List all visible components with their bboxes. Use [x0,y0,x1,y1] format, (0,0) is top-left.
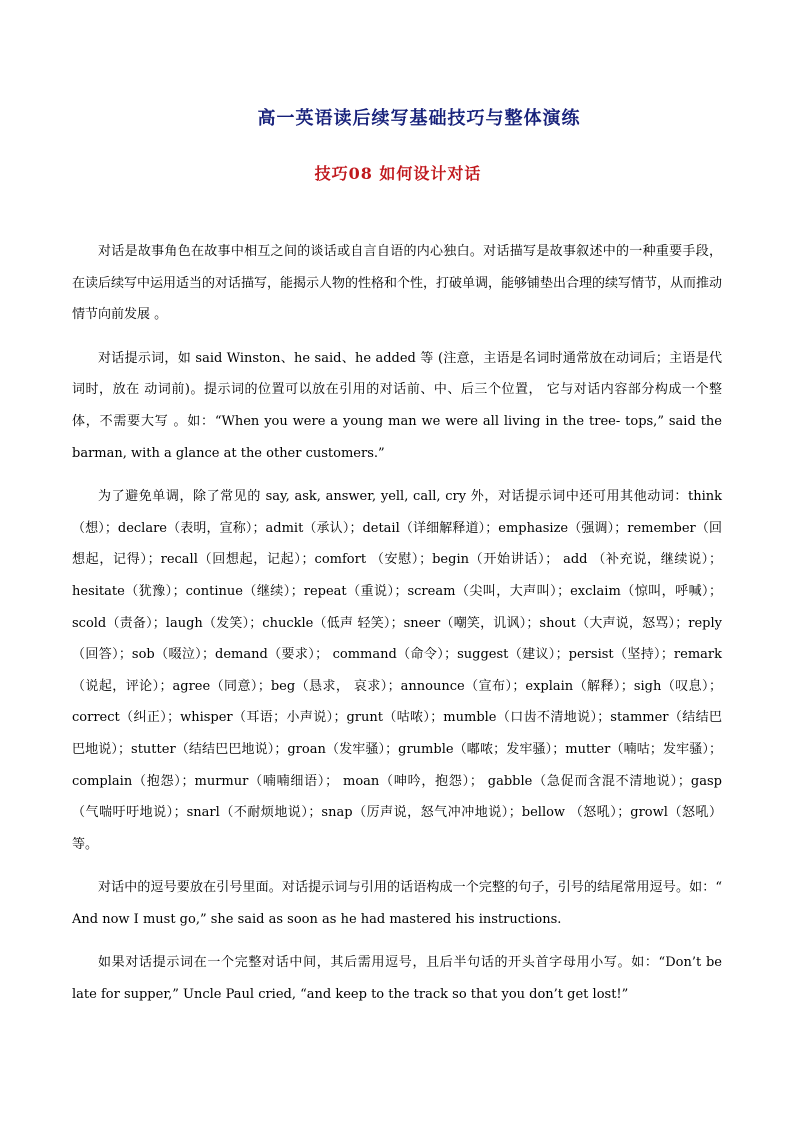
paragraph-tag-position: 对话提示词，如 said Winston、he said、he added 等 (注意，主语是名词时通常放在动词后；主语是代词时，放在 动词前)。提示词的位置可以放在引用的对话前、中、后三个位置， 它与对话内容部分构成一个整体，不需要大写 。如：“When you were a young man we were all living in the tree- tops,” said the barman, with a glance at the other customers.” [72,350,722,461]
page-title: 高一英语读后续写基础技巧与整体演练 [257,108,581,129]
paragraph-verb-list: 为了避免单调，除了常见的 say, ask, answer, yell, call, cry 外，对话提示词中还可用其他动词：think（想）；declare（表明，宣称）；admit（承认）；detail（详细解释道）；emphasize（强调）；remember（回想起，记得）；recall（回想起，记起）；comfort （安慰）；begin（开始讲话）； add （补充说，继续说）；hesitate（犹豫）；continue（继续）；repeat（重说）；scream（尖叫，大声叫）；exclaim（惊叫，呼喊）；scold（责备）；laugh（发笑）；chuckle（低声 轻笑）；sneer（嘲笑，讥讽）；shout（大声说，怒骂）；reply（回答）；sob（啜泣）；demand（要求）； command（命令）；suggest（建议）；persist（坚持）；remark（说起，评论）；agree（同意）；beg（恳求， 哀求）；announce（宣布）；explain（解释）；sigh（叹息）；correct（纠正）；whisper（耳语；小声说）；grunt（咕哝）；mumble（口齿不清地说）；stammer（结结巴巴地说）；stutter（结结巴巴地说）；groan（发牢骚）；grumble（嘟哝；发牢骚）；mutter（喃咕；发牢骚）；complain（抱怨）；murmur（喃喃细语）； moan（呻吟，抱怨）； gabble（急促而含混不清地说）；gasp（气喘吁吁地说）；snarl（不耐烦地说）；snap（厉声说，怒气冲冲地说）；bellow （怒吼）；growl（怒吼）等。 [72,489,722,852]
paragraph-middle-tag: 如果对话提示词在一个完整对话中间，其后需用逗号，且后半句话的开头首字母用小写。如：“Don’t be late for supper,” Uncle Paul cried, “and keep to the track so that you don’t get lost!” [72,955,722,1003]
page-subtitle: 技巧08 如何设计对话 [314,164,482,183]
paragraph-comma-rule: 对话中的逗号要放在引号里面。对话提示词与引用的话语构成一个完整的句子，引号的结尾常用逗号。如：“ And now I must go,” she said as soon as he had mastered his instructions. [72,880,722,927]
paragraph-intro: 对话是故事角色在故事中相互之间的谈话或自言自语的内心独白。对话描写是故事叙述中的一种重要手段， 在读后续写中运用适当的对话描写，能揭示人物的性格和个性，打破单调，能够铺垫出合理的续写情节，从而推动情节向前发展 。 [72,244,723,323]
document-body [72,236,722,1023]
